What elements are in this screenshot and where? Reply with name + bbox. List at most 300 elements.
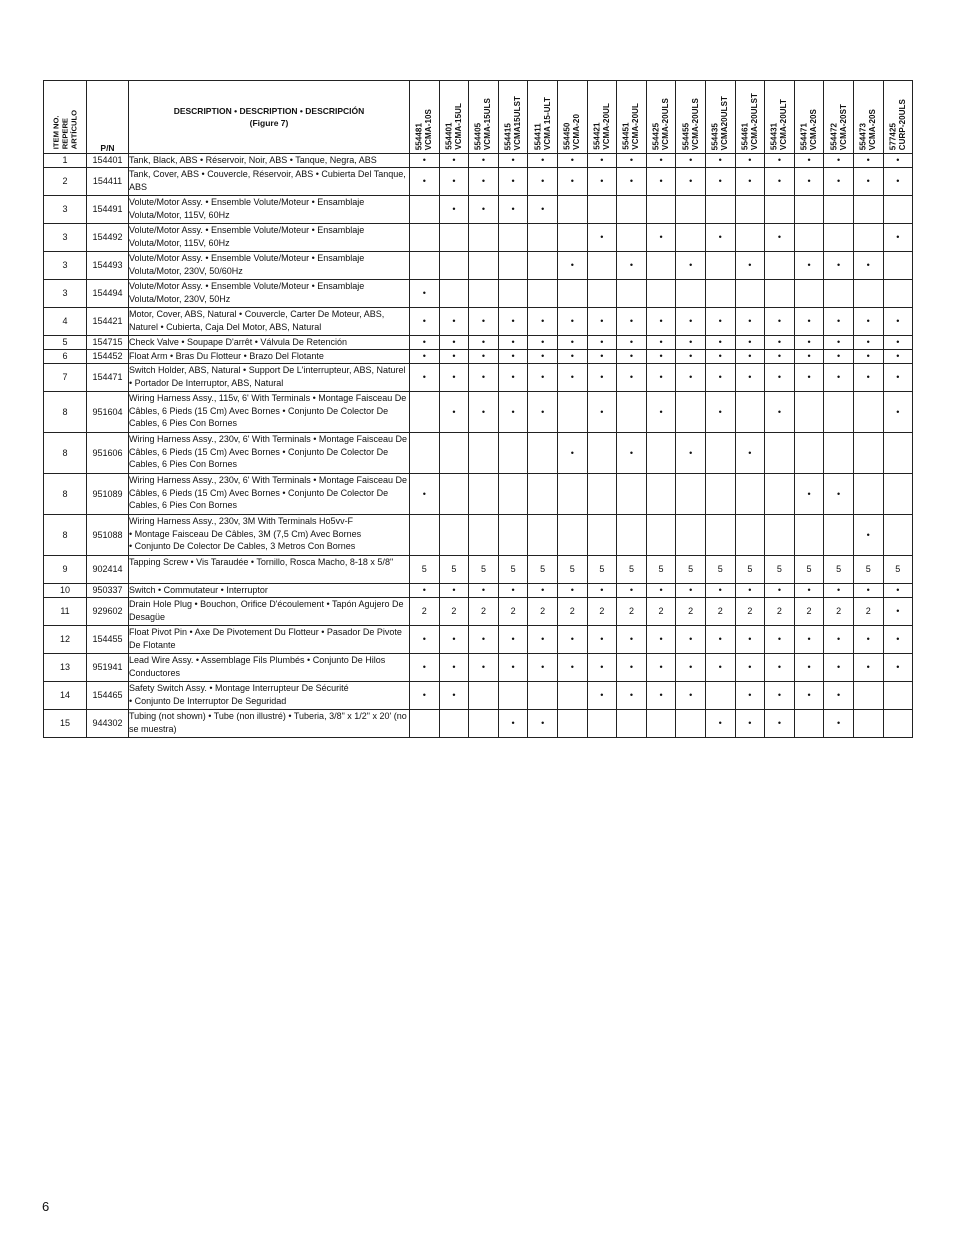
model-fit-cell: • — [853, 584, 883, 598]
description-cell: Safety Switch Assy. • Montage Interrupteur De Sécurité • Conjunto De Interruptor De Seguridad — [129, 682, 410, 710]
description-cell: Wiring Harness Assy., 230v, 6' With Terminals • Montage Faisceau De Câbles, 6 Pieds (15 Cm) Avec Bornes • Conjunto De Colector De Cables, 6 Pies Con Bornes — [129, 433, 410, 474]
model-fit-cell — [469, 252, 499, 280]
description-cell: Check Valve • Soupape D'arrêt • Válvula De Retención — [129, 336, 410, 350]
model-fit-cell — [883, 515, 913, 556]
model-fit-cell: • — [705, 224, 735, 252]
model-fit-cell: • — [883, 626, 913, 654]
item-number-cell: 8 — [44, 474, 87, 515]
model-fit-cell — [439, 515, 469, 556]
model-fit-cell — [765, 252, 795, 280]
model-part-number: 554451 — [621, 122, 631, 150]
model-fit-cell: 5 — [853, 556, 883, 584]
model-fit-cell: • — [646, 392, 676, 433]
model-fit-cell: • — [557, 252, 587, 280]
part-number-cell: 154493 — [87, 252, 129, 280]
model-fit-cell: • — [883, 598, 913, 626]
description-header — [129, 81, 410, 154]
model-fit-cell: 2 — [853, 598, 883, 626]
description-cell: Volute/Motor Assy. • Ensemble Volute/Moteur • Ensamblaje Voluta/Motor, 115V, 60Hz — [129, 196, 410, 224]
model-fit-cell: 2 — [498, 598, 528, 626]
model-fit-cell: • — [646, 682, 676, 710]
model-fit-cell: • — [676, 350, 706, 364]
model-fit-cell: • — [469, 626, 499, 654]
model-fit-cell — [528, 682, 558, 710]
model-fit-cell — [498, 474, 528, 515]
model-fit-cell — [883, 710, 913, 738]
model-fit-cell: • — [735, 654, 765, 682]
model-name: VCMA15ULST — [513, 95, 523, 150]
model-fit-cell: • — [617, 364, 647, 392]
model-fit-cell — [587, 280, 617, 308]
model-fit-cell: • — [824, 350, 854, 364]
model-fit-cell — [617, 474, 647, 515]
model-fit-cell: • — [439, 584, 469, 598]
model-fit-cell: • — [617, 308, 647, 336]
model-fit-cell — [735, 196, 765, 224]
model-fit-cell — [410, 252, 440, 280]
model-fit-cell — [410, 515, 440, 556]
model-fit-cell — [705, 280, 735, 308]
model-fit-cell — [676, 224, 706, 252]
model-fit-cell: • — [498, 626, 528, 654]
model-fit-cell: • — [617, 336, 647, 350]
item-number-cell: 4 — [44, 308, 87, 336]
table-row — [44, 364, 913, 392]
model-fit-cell — [557, 196, 587, 224]
model-fit-cell — [794, 710, 824, 738]
model-fit-cell: 5 — [498, 556, 528, 584]
model-fit-cell — [765, 433, 795, 474]
model-fit-cell: • — [439, 308, 469, 336]
pn-header: P/N — [87, 81, 129, 154]
model-fit-cell — [853, 433, 883, 474]
model-part-number: 554481 — [414, 122, 424, 150]
table-row — [44, 392, 913, 433]
model-fit-cell: 5 — [794, 556, 824, 584]
model-part-number: 577425 — [888, 122, 898, 150]
model-fit-cell: • — [557, 584, 587, 598]
model-fit-cell: • — [410, 280, 440, 308]
model-fit-cell: • — [617, 626, 647, 654]
table-row — [44, 252, 913, 280]
model-fit-cell — [469, 224, 499, 252]
model-fit-cell: • — [410, 308, 440, 336]
part-number-cell: 929602 — [87, 598, 129, 626]
model-fit-cell: • — [617, 168, 647, 196]
model-column-header — [617, 81, 647, 154]
model-fit-cell: • — [853, 654, 883, 682]
model-fit-cell — [498, 252, 528, 280]
model-fit-cell — [794, 280, 824, 308]
model-fit-cell — [853, 224, 883, 252]
table-row — [44, 168, 913, 196]
model-fit-cell — [498, 682, 528, 710]
model-column-header — [439, 81, 469, 154]
model-fit-cell: 5 — [824, 556, 854, 584]
model-name: VCMA-20UL — [631, 103, 641, 150]
model-fit-cell — [557, 710, 587, 738]
model-fit-cell — [617, 515, 647, 556]
model-fit-cell: • — [735, 350, 765, 364]
table-row — [44, 308, 913, 336]
model-fit-cell — [646, 252, 676, 280]
model-name: VCMA-20ULST — [749, 92, 759, 150]
model-fit-cell: • — [853, 252, 883, 280]
model-fit-cell: • — [498, 350, 528, 364]
model-fit-cell — [794, 392, 824, 433]
model-fit-cell — [528, 252, 558, 280]
item-number-cell: 3 — [44, 224, 87, 252]
model-fit-cell — [735, 224, 765, 252]
model-fit-cell: 5 — [765, 556, 795, 584]
table-row — [44, 336, 913, 350]
model-fit-cell: • — [410, 336, 440, 350]
model-fit-cell: • — [528, 308, 558, 336]
model-fit-cell: • — [646, 584, 676, 598]
model-fit-cell — [705, 433, 735, 474]
part-number-cell: 154411 — [87, 168, 129, 196]
table-row — [44, 196, 913, 224]
model-fit-cell: 2 — [646, 598, 676, 626]
model-fit-cell: • — [735, 682, 765, 710]
model-fit-cell: • — [528, 168, 558, 196]
model-fit-cell: • — [646, 308, 676, 336]
model-fit-cell — [646, 515, 676, 556]
description-header-line: DESCRIPTION • DESCRIPTION • DESCRIPCIÓN — [173, 106, 365, 116]
model-fit-cell: 5 — [617, 556, 647, 584]
model-part-number: 554421 — [592, 122, 602, 150]
model-fit-cell: • — [587, 168, 617, 196]
model-fit-cell: • — [794, 252, 824, 280]
model-fit-cell: • — [676, 584, 706, 598]
model-fit-cell: 5 — [883, 556, 913, 584]
model-fit-cell: • — [528, 336, 558, 350]
model-fit-cell: • — [705, 350, 735, 364]
model-part-number: 554461 — [740, 122, 750, 150]
model-fit-cell — [646, 710, 676, 738]
model-fit-cell — [587, 710, 617, 738]
model-part-number: 554411 — [533, 123, 543, 150]
model-fit-cell: • — [439, 626, 469, 654]
model-fit-cell: • — [824, 168, 854, 196]
model-fit-cell: 2 — [528, 598, 558, 626]
model-fit-cell: • — [646, 654, 676, 682]
model-column-header — [853, 81, 883, 154]
model-fit-cell: • — [735, 626, 765, 654]
table-row — [44, 598, 913, 626]
model-part-number: 554472 — [829, 122, 839, 150]
model-fit-cell — [765, 474, 795, 515]
part-number-cell: 902414 — [87, 556, 129, 584]
model-fit-cell: • — [676, 626, 706, 654]
model-fit-cell: • — [646, 626, 676, 654]
model-fit-cell: • — [439, 392, 469, 433]
model-part-number: 554415 — [503, 122, 513, 150]
description-cell: Wiring Harness Assy., 230v, 6' With Terminals • Montage Faisceau De Câbles, 6 Pieds (15 Cm) Avec Bornes • Conjunto De Colector De Cables, 6 Pies Con Bornes — [129, 474, 410, 515]
part-number-cell: 154401 — [87, 154, 129, 168]
description-cell: Switch Holder, ABS, Natural • Support De L'interrupteur, ABS, Naturel • Portador De Interruptor, ABS, Natural — [129, 364, 410, 392]
table-row — [44, 682, 913, 710]
model-fit-cell: • — [646, 350, 676, 364]
model-fit-cell — [853, 392, 883, 433]
model-fit-cell: • — [587, 584, 617, 598]
model-fit-cell: • — [794, 336, 824, 350]
item-number-cell: 8 — [44, 515, 87, 556]
model-fit-cell: • — [676, 336, 706, 350]
model-fit-cell — [824, 433, 854, 474]
model-fit-cell: • — [469, 168, 499, 196]
model-name: VCMA-20ULT — [779, 98, 789, 150]
model-fit-cell: • — [498, 364, 528, 392]
model-fit-cell: • — [587, 682, 617, 710]
item-number-cell: 6 — [44, 350, 87, 364]
description-cell: Wiring Harness Assy., 230v, 3M With Terminals Ho5vv-F • Montage Faisceau De Câbles, 3M (7,5 Cm) Avec Bornes • Conjunto De Colector De Cables, 3 Metros Con Bornes — [129, 515, 410, 556]
model-fit-cell: • — [528, 350, 558, 364]
part-number-cell: 154491 — [87, 196, 129, 224]
model-fit-cell — [587, 433, 617, 474]
parts-table — [43, 80, 913, 738]
model-fit-cell: • — [617, 654, 647, 682]
model-fit-cell — [498, 224, 528, 252]
item-header-line: ITEM NO. — [51, 115, 61, 149]
model-fit-cell — [853, 196, 883, 224]
model-fit-cell: • — [765, 350, 795, 364]
model-column-header — [646, 81, 676, 154]
model-fit-cell: • — [735, 433, 765, 474]
model-fit-cell: • — [853, 364, 883, 392]
model-part-number: 554431 — [769, 122, 779, 150]
model-fit-cell: • — [469, 654, 499, 682]
part-number-cell: 154494 — [87, 280, 129, 308]
model-fit-cell: • — [705, 364, 735, 392]
model-fit-cell: • — [765, 392, 795, 433]
item-number-cell: 10 — [44, 584, 87, 598]
model-name: CURP-20ULS — [897, 98, 907, 150]
table-row — [44, 515, 913, 556]
model-fit-cell: • — [498, 154, 528, 168]
model-fit-cell: • — [557, 364, 587, 392]
model-fit-cell: • — [498, 168, 528, 196]
model-fit-cell — [469, 710, 499, 738]
model-fit-cell: 5 — [705, 556, 735, 584]
model-fit-cell — [498, 515, 528, 556]
model-fit-cell: • — [735, 154, 765, 168]
model-name: VCMA-20S — [868, 108, 878, 150]
model-fit-cell: • — [587, 654, 617, 682]
model-part-number: 554405 — [473, 122, 483, 150]
model-fit-cell — [528, 515, 558, 556]
model-fit-cell: • — [824, 308, 854, 336]
part-number-cell: 951088 — [87, 515, 129, 556]
model-fit-cell: 2 — [794, 598, 824, 626]
model-fit-cell: • — [883, 308, 913, 336]
model-fit-cell: • — [705, 654, 735, 682]
model-fit-cell: • — [765, 336, 795, 350]
model-fit-cell — [439, 280, 469, 308]
model-fit-cell — [557, 280, 587, 308]
description-cell: Float Arm • Bras Du Flotteur • Brazo Del Flotante — [129, 350, 410, 364]
model-fit-cell: 2 — [557, 598, 587, 626]
model-name: VCMA-15ULS — [483, 97, 493, 150]
model-fit-cell: • — [794, 364, 824, 392]
item-number-cell: 3 — [44, 196, 87, 224]
model-fit-cell: • — [528, 154, 558, 168]
model-fit-cell: • — [646, 154, 676, 168]
model-fit-cell — [883, 433, 913, 474]
model-fit-cell: • — [883, 654, 913, 682]
model-name: VCMA20ULST — [720, 95, 730, 150]
model-fit-cell — [794, 196, 824, 224]
model-fit-cell: • — [439, 654, 469, 682]
table-body — [44, 154, 913, 738]
model-fit-cell — [646, 433, 676, 474]
model-fit-cell: • — [735, 584, 765, 598]
model-fit-cell: • — [528, 584, 558, 598]
model-fit-cell: 2 — [617, 598, 647, 626]
model-fit-cell: • — [646, 168, 676, 196]
model-fit-cell: • — [765, 224, 795, 252]
model-fit-cell: • — [853, 168, 883, 196]
model-name: VCMA 15-ULT — [542, 96, 552, 150]
model-fit-cell: • — [557, 168, 587, 196]
model-fit-cell — [676, 196, 706, 224]
model-fit-cell — [853, 710, 883, 738]
model-column-header — [498, 81, 528, 154]
model-fit-cell: • — [498, 710, 528, 738]
model-fit-cell: • — [735, 336, 765, 350]
table-row — [44, 280, 913, 308]
model-fit-cell — [410, 433, 440, 474]
model-column-header — [676, 81, 706, 154]
model-fit-cell: • — [765, 168, 795, 196]
model-fit-cell: • — [735, 252, 765, 280]
model-fit-cell: 2 — [587, 598, 617, 626]
model-fit-cell: • — [853, 350, 883, 364]
model-fit-cell: • — [676, 433, 706, 474]
part-number-cell: 951941 — [87, 654, 129, 682]
model-fit-cell: • — [617, 584, 647, 598]
model-fit-cell: • — [587, 350, 617, 364]
model-fit-cell: • — [646, 364, 676, 392]
model-fit-cell: • — [557, 433, 587, 474]
model-fit-cell: • — [469, 364, 499, 392]
model-fit-cell: • — [469, 196, 499, 224]
model-fit-cell: • — [765, 154, 795, 168]
model-fit-cell: • — [794, 654, 824, 682]
model-fit-cell — [705, 682, 735, 710]
model-fit-cell — [765, 280, 795, 308]
model-fit-cell: • — [794, 474, 824, 515]
model-fit-cell — [735, 280, 765, 308]
model-fit-cell: • — [587, 364, 617, 392]
model-fit-cell — [883, 196, 913, 224]
model-fit-cell: • — [498, 392, 528, 433]
model-fit-cell: 5 — [439, 556, 469, 584]
part-number-cell: 154471 — [87, 364, 129, 392]
model-fit-cell — [410, 392, 440, 433]
model-fit-cell: 2 — [439, 598, 469, 626]
model-fit-cell: • — [853, 154, 883, 168]
model-fit-cell: • — [824, 474, 854, 515]
model-fit-cell: 5 — [646, 556, 676, 584]
model-column-header — [587, 81, 617, 154]
model-fit-cell: 2 — [469, 598, 499, 626]
model-fit-cell: • — [883, 364, 913, 392]
model-fit-cell: • — [410, 682, 440, 710]
description-cell: Motor, Cover, ABS, Natural • Couvercle, Carter De Moteur, ABS, Naturel • Cubierta, Caja Del Motor, ABS, Natural — [129, 308, 410, 336]
model-fit-cell: • — [765, 626, 795, 654]
model-fit-cell: • — [765, 308, 795, 336]
model-fit-cell: • — [557, 336, 587, 350]
model-fit-cell: • — [883, 168, 913, 196]
model-fit-cell: • — [410, 168, 440, 196]
item-number-cell: 7 — [44, 364, 87, 392]
model-fit-cell: • — [439, 364, 469, 392]
model-fit-cell — [853, 474, 883, 515]
model-fit-cell: • — [705, 168, 735, 196]
model-part-number: 554455 — [681, 122, 691, 150]
model-fit-cell: 2 — [705, 598, 735, 626]
model-fit-cell: • — [883, 350, 913, 364]
item-number-cell: 15 — [44, 710, 87, 738]
model-fit-cell — [439, 474, 469, 515]
model-fit-cell — [469, 515, 499, 556]
model-fit-cell — [587, 515, 617, 556]
model-fit-cell: • — [765, 364, 795, 392]
model-fit-cell: • — [469, 154, 499, 168]
model-fit-cell — [439, 710, 469, 738]
model-fit-cell — [705, 252, 735, 280]
model-fit-cell: • — [735, 364, 765, 392]
model-fit-cell: • — [498, 308, 528, 336]
part-number-cell: 154715 — [87, 336, 129, 350]
model-part-number: 554473 — [858, 122, 868, 150]
model-fit-cell: • — [587, 626, 617, 654]
model-fit-cell — [646, 196, 676, 224]
model-fit-cell: • — [528, 654, 558, 682]
description-cell: Tank, Black, ABS • Réservoir, Noir, ABS • Tanque, Negra, ABS — [129, 154, 410, 168]
model-fit-cell: • — [587, 154, 617, 168]
item-number-cell: 12 — [44, 626, 87, 654]
model-fit-cell — [765, 196, 795, 224]
model-fit-cell — [794, 224, 824, 252]
model-fit-cell: • — [439, 196, 469, 224]
model-fit-cell — [410, 196, 440, 224]
model-fit-cell — [676, 392, 706, 433]
model-part-number: 554401 — [444, 122, 454, 150]
table-row — [44, 584, 913, 598]
model-fit-cell: • — [469, 350, 499, 364]
description-cell: Tank, Cover, ABS • Couvercle, Réservoir, ABS • Cubierta Del Tanque, ABS — [129, 168, 410, 196]
model-fit-cell — [469, 280, 499, 308]
model-fit-cell: • — [498, 654, 528, 682]
header-row — [44, 81, 913, 154]
model-fit-cell: • — [498, 196, 528, 224]
model-fit-cell: • — [587, 224, 617, 252]
model-fit-cell: 2 — [824, 598, 854, 626]
model-fit-cell: • — [705, 336, 735, 350]
model-fit-cell — [410, 224, 440, 252]
model-fit-cell: • — [617, 350, 647, 364]
model-fit-cell: 5 — [410, 556, 440, 584]
table-row — [44, 710, 913, 738]
model-fit-cell: 2 — [765, 598, 795, 626]
model-fit-cell — [824, 224, 854, 252]
model-fit-cell — [676, 710, 706, 738]
model-fit-cell — [557, 682, 587, 710]
model-fit-cell: • — [410, 474, 440, 515]
model-name: VCMA-20ULS — [661, 97, 671, 150]
